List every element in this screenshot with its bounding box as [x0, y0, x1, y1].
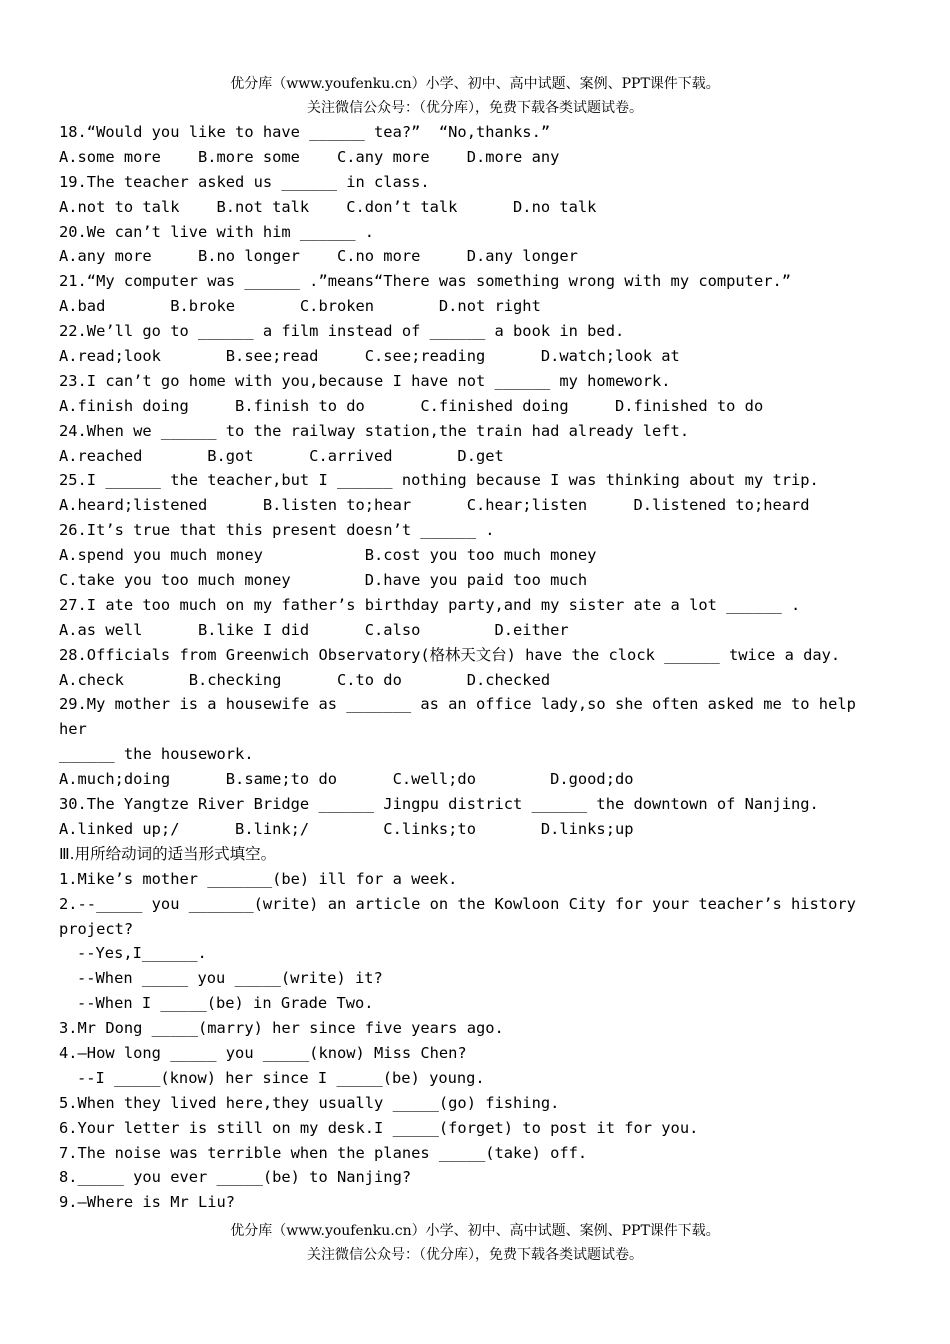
options-20: A.any more B.no longer C.no more D.any longer [59, 247, 578, 266]
verb-item-8: 8._____ you ever _____(be) to Nanjing? [59, 1168, 412, 1187]
question-29-cont: ______ the housework. [59, 745, 254, 764]
verb-item-5: 5.When they lived here,they usually _____(go) fishing. [59, 1093, 560, 1112]
options-22: A.read;look B.see;read C.see;reading D.watch;look at [59, 347, 680, 366]
verb-item-2-reply-3: --When I _____(be) in Grade Two. [77, 994, 374, 1013]
options-26-cd: C.take you too much money D.have you paid too much [59, 571, 588, 590]
verb-item-4: 4.—How long _____ you _____(know) Miss Chen? [59, 1043, 467, 1062]
question-30: 30.The Yangtze River Bridge ______ Jingpu district ______ the downtown of Nanjing. [59, 795, 819, 814]
options-23: A.finish doing B.finish to do C.finished doing D.finished to do [59, 396, 764, 415]
options-18: A.some more B.more some C.any more D.more any [59, 147, 560, 166]
options-29: A.much;doing B.same;to do C.well;do D.good;do [59, 770, 634, 789]
options-21: A.bad B.broke C.broken D.not right [59, 297, 541, 316]
question-27: 27.I ate too much on my father’s birthday party,and my sister ate a lot ______ . [59, 595, 801, 614]
verb-item-2-wrap: project? [59, 919, 134, 938]
verb-item-7: 7.The noise was terrible when the planes _____(take) off. [59, 1143, 588, 1162]
verb-item-1: 1.Mike’s mother _______(be) ill for a week. [59, 869, 458, 888]
options-26-ab: A.spend you much money B.cost you too much money [59, 546, 597, 565]
question-23: 23.I can’t go home with you,because I have not ______ my homework. [59, 371, 671, 390]
question-29: 29.My mother is a housewife as _______ as an office lady,so she often asked me to help [59, 695, 856, 714]
options-19: A.not to talk B.not talk C.don’t talk D.no talk [59, 197, 597, 216]
section-heading: Ⅲ.用所给动词的适当形式填空。 [59, 844, 277, 863]
verb-item-4-reply: --I _____(know) her since I _____(be) young. [77, 1068, 485, 1087]
header-line-2: 关注微信公众号：（优分库），免费下载各类试题试卷。 [307, 100, 643, 116]
exercise-body [59, 120, 909, 1215]
verb-item-9: 9.—Where is Mr Liu? [59, 1193, 236, 1212]
question-18: 18.“Would you like to have ______ tea?” “No,thanks.” [59, 123, 551, 141]
options-25: A.heard;listened B.listen to;hear C.hear;listen D.listened to;heard [59, 496, 810, 515]
footer-line-2: 关注微信公众号：（优分库），免费下载各类试题试卷。 [307, 1247, 643, 1263]
options-30: A.linked up;/ B.link;/ C.links;to D.links;up [59, 819, 634, 838]
verb-item-6: 6.Your letter is still on my desk.I _____(forget) to post it for you. [59, 1118, 699, 1137]
question-21: 21.“My computer was ______ .”means“There was something wrong with my computer.” [59, 272, 792, 291]
question-25: 25.I ______ the teacher,but I ______ nothing because I was thinking about my trip. [59, 471, 819, 490]
verb-item-3: 3.Mr Dong _____(marry) her since five years ago. [59, 1019, 504, 1038]
question-19: 19.The teacher asked us ______ in class. [59, 172, 430, 191]
verb-item-2-reply-1: --Yes,I______. [77, 944, 207, 963]
options-24: A.reached B.got C.arrived D.get [59, 446, 504, 465]
question-28: 28.Officials from Greenwich Observatory(格林天文台) have the clock ______ twice a day. [59, 645, 841, 664]
verb-item-2-reply-2: --When _____ you _____(write) it? [77, 969, 383, 988]
options-27: A.as well B.like I did C.also D.either [59, 620, 569, 639]
question-22: 22.We’ll go to ______ a film instead of ______ a book in bed. [59, 322, 625, 341]
question-26: 26.It’s true that this present doesn’t ______ . [59, 521, 495, 540]
question-29-wrap: her [59, 720, 87, 739]
verb-item-2: 2.--_____ you _______(write) an article on the Kowloon City for your teacher’s history [59, 894, 856, 913]
question-20: 20.We can’t live with him ______ . [59, 222, 375, 241]
header-line-1: 优分库（www.youfenku.cn）小学、初中、高中试题、案例、PPT课件下载。 [230, 76, 720, 92]
options-28: A.check B.checking C.to do D.checked [59, 670, 551, 689]
footer-line-1: 优分库（www.youfenku.cn）小学、初中、高中试题、案例、PPT课件下载。 [230, 1223, 720, 1239]
question-24: 24.When we ______ to the railway station,the train had already left. [59, 421, 690, 440]
